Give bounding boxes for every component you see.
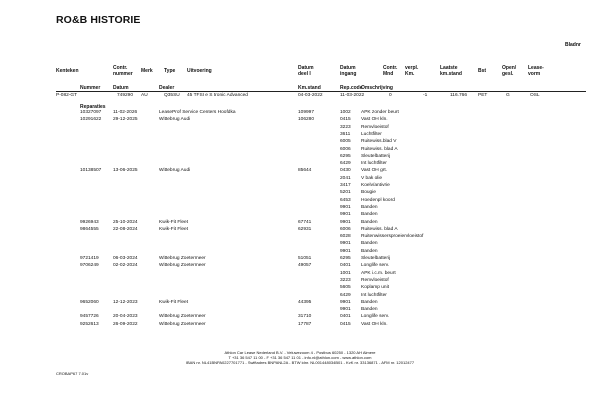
col-contr-mnd: Contr. Mnd bbox=[383, 65, 398, 77]
repair-code: 5201 bbox=[340, 190, 351, 196]
repair-dealer: Wittebrug Zoetermeer bbox=[159, 263, 206, 269]
repair-datum: 22-08-2024 bbox=[113, 226, 138, 232]
repair-omschrijving: Bougie bbox=[361, 190, 376, 196]
repair-code: 3417 bbox=[340, 183, 351, 188]
repair-code: 9901 bbox=[340, 219, 351, 225]
document-code: CROBAP67 7.01v bbox=[56, 371, 89, 376]
repair-omschrijving: Int luchtfilter bbox=[361, 292, 387, 298]
vehicle-contr-nummer: 749290 bbox=[117, 93, 134, 98]
col-lease-vorm: Lease- vorm bbox=[528, 65, 544, 77]
repair-km-stand: 31710 bbox=[298, 314, 312, 320]
repair-km-stand: 67741 bbox=[298, 219, 312, 225]
repair-nummer: 9721419 bbox=[80, 256, 99, 261]
repair-code: 0401 bbox=[340, 314, 351, 320]
repair-km-stand: 85644 bbox=[298, 168, 312, 174]
table-row bbox=[0, 264, 600, 271]
repair-dealer: LeaseProf Service Centers Hoofdka bbox=[159, 110, 236, 115]
table-row bbox=[0, 118, 600, 125]
repair-code: 6429 bbox=[340, 292, 351, 298]
vehicle-merk: AU bbox=[141, 93, 148, 98]
col-datum-ingang: Datum ingang bbox=[340, 65, 357, 77]
repair-code: 6453 bbox=[340, 197, 351, 203]
col-dealer: Dealer bbox=[159, 85, 175, 91]
repair-km-stand: 106280 bbox=[298, 117, 315, 123]
table-row bbox=[0, 177, 600, 184]
repair-omschrijving: Vast OH kln. bbox=[361, 321, 388, 327]
repair-omschrijving: Vast OH kln. bbox=[361, 117, 388, 123]
col-omschrijving: Omschrijving bbox=[361, 85, 393, 91]
col-laatste-km-stand: Laatste km.stand bbox=[440, 65, 462, 77]
repair-omschrijving: Luchtfilter bbox=[361, 131, 382, 137]
repair-dealer: Kwik-Fit Fleet bbox=[159, 219, 189, 225]
col-datum: Datum bbox=[113, 85, 129, 91]
table-row bbox=[0, 148, 600, 155]
table-row bbox=[0, 199, 600, 206]
repair-code: 6429 bbox=[340, 161, 351, 167]
repair-code: 9901 bbox=[340, 307, 351, 313]
repair-code: 9901 bbox=[340, 248, 351, 254]
vehicle-type: Q35SU bbox=[164, 93, 180, 98]
col-bst: Bst bbox=[478, 68, 487, 74]
repair-omschrijving: Sleutelbatterij bbox=[361, 153, 391, 159]
table-row bbox=[0, 126, 600, 133]
repair-datum: 29-12-2025 bbox=[113, 117, 138, 123]
table-row bbox=[0, 242, 600, 249]
repair-dealer: Wittebrug Zoetermeer bbox=[159, 256, 206, 261]
table-row bbox=[0, 286, 600, 293]
repair-code: 3223 bbox=[340, 277, 351, 283]
vehicle-bst: PET bbox=[478, 93, 488, 98]
repair-dealer: Wittebrug Audi bbox=[159, 117, 191, 123]
repair-datum: 13-06-2025 bbox=[113, 168, 138, 174]
col-contr-nummer: Contr. nummer bbox=[113, 65, 133, 77]
repair-omschrijving: Longlife serv. bbox=[361, 263, 390, 269]
repair-code: 6295 bbox=[340, 153, 351, 159]
repair-datum: 25-10-2024 bbox=[113, 219, 138, 225]
section-reparaties: Reparaties bbox=[80, 104, 106, 110]
table-row bbox=[0, 140, 600, 147]
table-row bbox=[0, 323, 600, 330]
table-row bbox=[0, 133, 600, 140]
repair-nummer: 10327097 bbox=[80, 110, 102, 115]
repair-omschrijving: Koelv/antivrie bbox=[361, 183, 390, 188]
repair-omschrijving: Ruitewiss. blad A bbox=[361, 146, 398, 152]
repair-nummer: 9926943 bbox=[80, 219, 99, 225]
vehicle-kenteken: P-082-GT bbox=[56, 93, 78, 98]
repair-nummer: 10138507 bbox=[80, 168, 102, 174]
repair-dealer: Wittebrug Zoetermeer bbox=[159, 314, 206, 320]
repair-omschrijving: Remvloeistof bbox=[361, 124, 389, 130]
repair-omschrijving: Banden bbox=[361, 219, 378, 225]
repair-dealer: Wittebrug Audi bbox=[159, 168, 191, 174]
repair-omschrijving: Sleutelbatterij bbox=[361, 256, 391, 261]
table-row bbox=[0, 169, 600, 176]
col-rep-code: Rep.code bbox=[340, 85, 363, 91]
repair-nummer: 9864555 bbox=[80, 226, 99, 232]
repair-km-stand: 62931 bbox=[298, 226, 312, 232]
repair-code: 0430 bbox=[340, 168, 351, 174]
repair-code: 6006 bbox=[340, 226, 351, 232]
repair-omschrijving: Banden bbox=[361, 299, 378, 305]
repair-code: 6295 bbox=[340, 256, 351, 261]
col-verpl-km: verpl. Km. bbox=[405, 65, 419, 77]
table-row bbox=[0, 301, 600, 308]
repair-code: 9901 bbox=[340, 204, 351, 210]
footer-line-2: T +31 36 547 11 00 - F +31 36 547 11 01 - info.nl@athlon.com - www.athlon.com bbox=[228, 355, 372, 361]
repair-omschrijving: Longlife serv. bbox=[361, 314, 390, 320]
bladnr-label: Bladnr bbox=[565, 42, 581, 48]
header-divider bbox=[56, 91, 586, 92]
repair-code: 6005 bbox=[340, 139, 351, 145]
repair-omschrijving: Hoedenpl koord bbox=[361, 197, 395, 203]
repair-omschrijving: Ruitewiss. blad A bbox=[361, 226, 398, 232]
repair-datum: 11-02-2026 bbox=[113, 110, 138, 115]
repair-nummer: 9652060 bbox=[80, 299, 99, 305]
table-row bbox=[0, 228, 600, 235]
repair-omschrijving: Koplamp unit bbox=[361, 285, 389, 291]
repair-code: 0415 bbox=[340, 117, 351, 123]
repair-code: 1001 bbox=[340, 270, 351, 276]
footer-line-3: IBAN nr. NL41BNPA0227701771 - Swiftadres BNPANL2A - BTW idnr. NL001448034B01 - KvK nr. 33136871 - AFM nr. 12012477 bbox=[185, 360, 415, 366]
footer bbox=[150, 350, 450, 366]
vehicle-datum-deel-i: 04-03-2022 bbox=[298, 93, 323, 98]
vehicle-datum-ingang: 11-03-2022 bbox=[340, 93, 365, 98]
col-open-gesl: Open/ gesl. bbox=[502, 65, 517, 77]
repair-code: 5605 bbox=[340, 285, 351, 291]
table-row bbox=[0, 235, 600, 242]
repair-omschrijving: Ruitewiss.blad V bbox=[361, 139, 397, 145]
table-row bbox=[0, 184, 600, 191]
repair-dealer: Wittebrug Zoetermeer bbox=[159, 321, 206, 327]
table-row bbox=[0, 279, 600, 286]
repair-datum: 02-02-2024 bbox=[113, 263, 138, 269]
repair-code: 3223 bbox=[340, 124, 351, 130]
repair-omschrijving: APK zonder beurt bbox=[361, 110, 399, 115]
repair-km-stand: 44395 bbox=[298, 299, 312, 305]
repair-km-stand: 109997 bbox=[298, 110, 315, 115]
repair-datum: 12-12-2023 bbox=[113, 299, 138, 305]
vehicle-uitvoering: 45 TFSI e S tronic Advanced bbox=[187, 93, 248, 98]
repair-code: 9901 bbox=[340, 212, 351, 218]
repair-omschrijving: Ruitenwissersproeiervloeistof bbox=[361, 234, 424, 240]
vehicle-contr-mnd: 0 bbox=[389, 93, 392, 98]
repair-km-stand: 49057 bbox=[298, 263, 312, 269]
repair-dealer: Kwik-Fit Fleet bbox=[159, 226, 189, 232]
footer-line-1: Athlon Car Lease Nederland B.V. - Veluwezoom 4 - Postbus 60250 - 1320 AH Almere bbox=[224, 350, 376, 355]
col-uitvoering: Uitvoering bbox=[187, 68, 212, 74]
repair-code: 9901 bbox=[340, 241, 351, 247]
vehicle-open-gesl: G bbox=[506, 93, 510, 98]
repair-code: 3611 bbox=[340, 131, 351, 137]
col-merk: Merk bbox=[141, 68, 153, 74]
table-row bbox=[0, 155, 600, 162]
repair-code: 2041 bbox=[340, 175, 351, 181]
col-datum-deel-i: Datum deel I bbox=[298, 65, 314, 77]
repair-nummer: 9706249 bbox=[80, 263, 99, 269]
repair-code: 0415 bbox=[340, 321, 351, 327]
vehicle-lease-vorm: OSL bbox=[530, 93, 540, 98]
repair-datum: 20-04-2023 bbox=[113, 314, 138, 320]
repair-code: 0401 bbox=[340, 263, 351, 269]
vehicle-laatste-km-stand: 116.766 bbox=[450, 93, 467, 98]
page-title: RO&B HISTORIE bbox=[56, 14, 141, 26]
repair-omschrijving: Banden bbox=[361, 248, 378, 254]
repair-omschrijving: Banden bbox=[361, 212, 378, 218]
repair-omschrijving: Remvloeistof bbox=[361, 277, 389, 283]
repair-code: 9901 bbox=[340, 299, 351, 305]
repair-code: 6028 bbox=[340, 234, 351, 240]
repair-nummer: 9457726 bbox=[80, 314, 99, 320]
repair-km-stand: 17787 bbox=[298, 321, 312, 327]
table-row bbox=[0, 191, 600, 198]
repair-code: 1002 bbox=[340, 110, 351, 115]
repair-omschrijving: V bak olie bbox=[361, 175, 383, 181]
repair-omschrijving: Banden bbox=[361, 241, 378, 247]
repair-code: 6006 bbox=[340, 146, 351, 152]
vehicle-row bbox=[0, 94, 600, 101]
col-kenteken: Kenteken bbox=[56, 68, 79, 74]
table-row bbox=[0, 272, 600, 279]
repair-datum: 06-03-2024 bbox=[113, 256, 138, 261]
repair-omschrijving: APK i.c.m. beurt bbox=[361, 270, 396, 276]
repair-nummer: 9252613 bbox=[80, 321, 99, 327]
vehicle-verpl-km: -1 bbox=[423, 93, 428, 98]
repair-omschrijving: Vast OH grt. bbox=[361, 168, 388, 174]
col-type: Type bbox=[164, 68, 176, 74]
repair-omschrijving: Int luchtfilter bbox=[361, 161, 387, 167]
table-row bbox=[0, 206, 600, 213]
col-nummer: Nummer bbox=[80, 85, 101, 91]
repair-dealer: Kwik-Fit Fleet bbox=[159, 299, 189, 305]
col-km-stand: Km.stand bbox=[298, 85, 321, 91]
repair-datum: 26-09-2022 bbox=[113, 321, 138, 327]
repair-omschrijving: Banden bbox=[361, 204, 378, 210]
repair-nummer: 10291622 bbox=[80, 117, 102, 123]
repair-km-stand: 51051 bbox=[298, 256, 312, 261]
repair-omschrijving: Banden bbox=[361, 307, 378, 313]
